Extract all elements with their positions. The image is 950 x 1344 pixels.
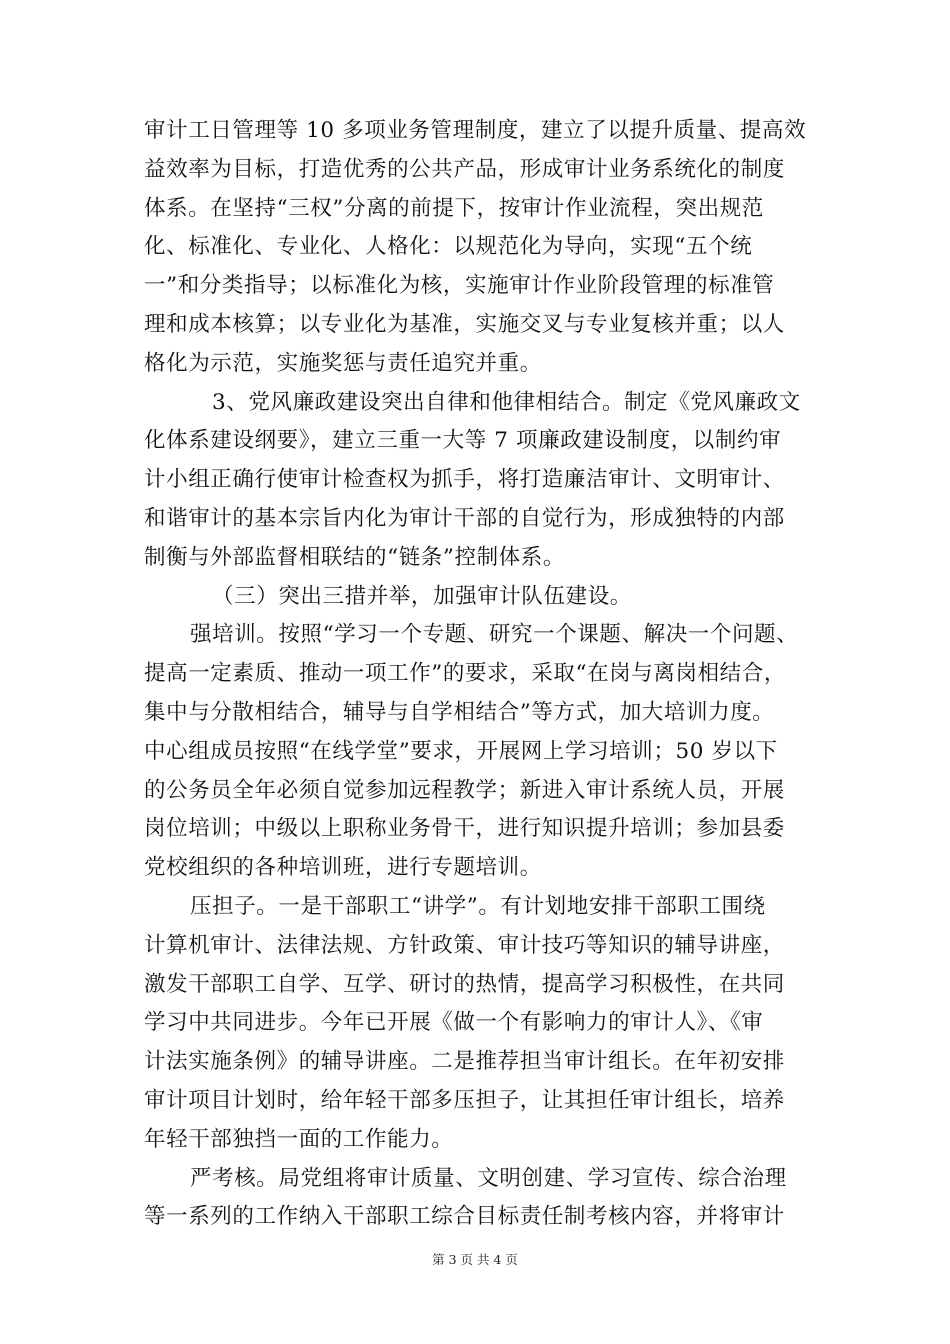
section-heading: （三）突出三措并举，加强审计队伍建设。	[212, 583, 632, 609]
paragraph-start-line: 压担子。一是干部职工“讲学”。有计划地安排干部职工围绕	[190, 893, 766, 919]
text-line: 年轻干部独挡一面的工作能力。	[144, 1126, 454, 1152]
text-line: 理和成本核算；以专业化为基准，实施交叉与专业复核并重；以人	[144, 311, 785, 337]
text-line: 计小组正确行使审计检查权为抓手，将打造廉洁审计、文明审计、	[144, 467, 785, 493]
text-line: 中心组成员按照“在线学堂”要求，开展网上学习培训；50 岁以下	[144, 738, 778, 764]
text-line: 等一系列的工作纳入干部职工综合目标责任制考核内容，并将审计	[144, 1204, 785, 1230]
text-line: 的公务员全年必须自觉参加远程教学；新进入审计系统人员，开展	[144, 777, 785, 803]
text-line: 激发干部职工自学、互学、研讨的热情，提高学习积极性，在共同	[144, 971, 785, 997]
text-line: 益效率为目标，打造优秀的公共产品，形成审计业务系统化的制度	[144, 156, 785, 182]
text-line: 党校组织的各种培训班，进行专题培训。	[144, 855, 542, 881]
text-line: 化、标准化、专业化、人格化：以规范化为导向，实现“五个统	[144, 234, 753, 260]
text-line: 体系。在坚持“三权”分离的前提下，按审计作业流程，突出规范	[144, 195, 764, 221]
text-line: 格化为示范，实施奖惩与责任追究并重。	[144, 350, 542, 376]
text-line: 岗位培训；中级以上职称业务骨干，进行知识提升培训；参加县委	[144, 816, 785, 842]
text-line: 一”和分类指导；以标准化为核，实施审计作业阶段管理的标准管	[144, 273, 775, 299]
body-text	[144, 112, 820, 1237]
text-line: 提高一定素质、推动一项工作”的要求，采取“在岗与离岗相结合，	[144, 661, 786, 687]
text-line: 计算机审计、法律法规、方针政策、审计技巧等知识的辅导讲座，	[144, 932, 785, 958]
text-line: 制衡与外部监督相联结的“链条”控制体系。	[144, 544, 565, 570]
text-line: 和谐审计的基本宗旨内化为审计干部的自觉行为，形成独特的内部	[144, 505, 785, 531]
text-line: 审计项目计划时，给年轻干部多压担子，让其担任审计组长，培养	[144, 1087, 785, 1113]
paragraph-start-line: 强培训。按照“学习一个专题、研究一个课题、解决一个问题、	[190, 622, 799, 648]
text-line: 学习中共同进步。今年已开展《做一个有影响力的审计人》、《审	[144, 1010, 764, 1036]
text-line: 审计工日管理等 10 多项业务管理制度，建立了以提升质量、提高效	[144, 118, 807, 143]
paragraph-start-line: 3、党风廉政建设突出自律和他律相结合。制定《党风廉政文	[212, 389, 801, 415]
page-number-footer: 第 3 页 共 4 页	[432, 1252, 518, 1267]
text-line: 集中与分散相结合，辅导与自学相结合”等方式，加大培训力度。	[144, 699, 775, 725]
text-line: 化体系建设纲要》，建立三重一大等 7 项廉政建设制度，以制约审	[144, 428, 782, 454]
paragraph-start-line: 严考核。局党组将审计质量、文明创建、学习宣传、综合治理	[190, 1165, 787, 1191]
text-line: 计法实施条例》的辅导讲座。二是推荐担当审计组长。在年初安排	[144, 1049, 785, 1075]
